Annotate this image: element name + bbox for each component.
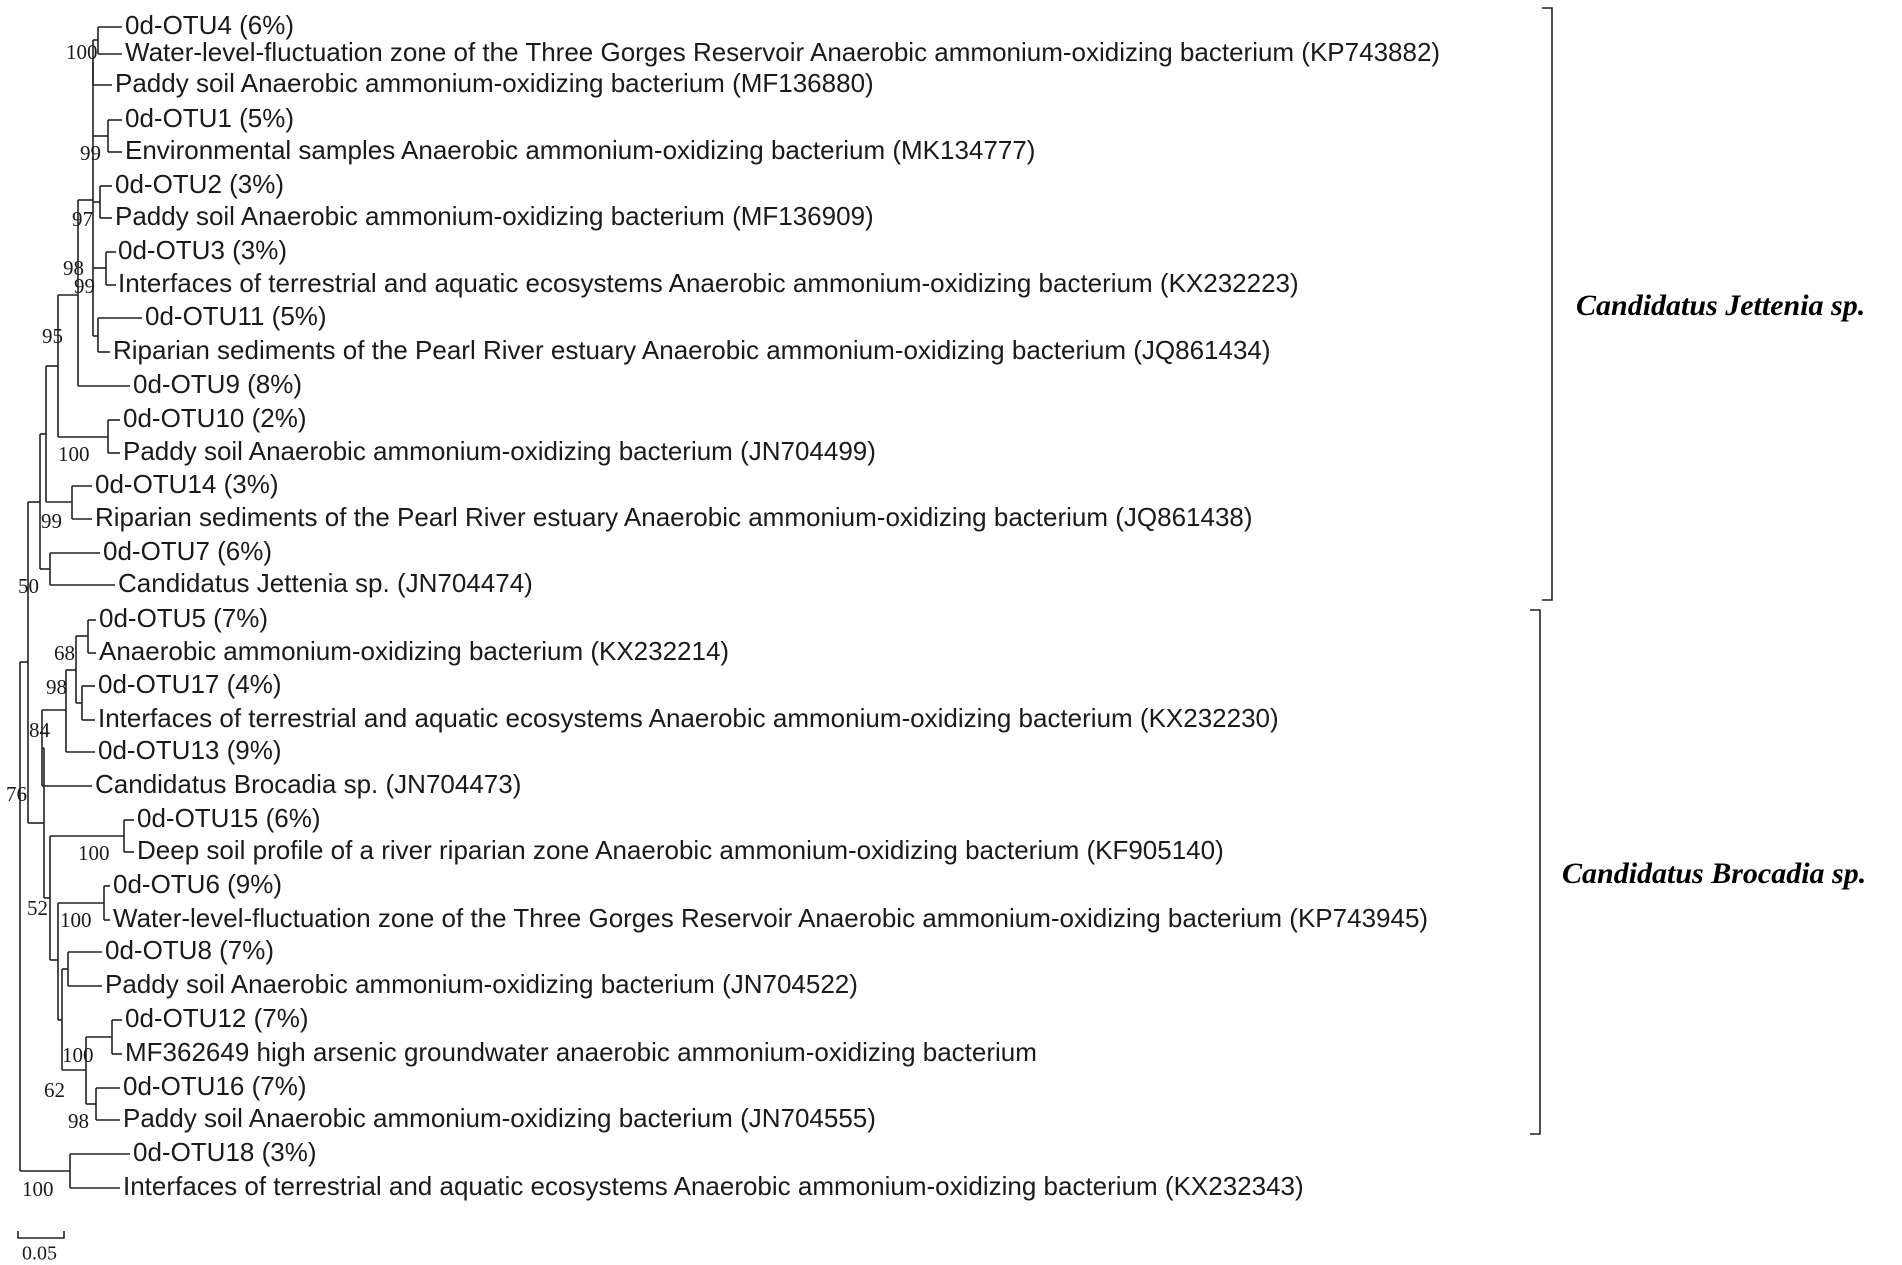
clade-label-jettenia: Candidatus Jettenia sp.	[1576, 288, 1866, 322]
leaf-label: 0d-OTU13 (9%)	[98, 734, 282, 765]
bootstrap-value: 76	[6, 781, 27, 806]
leaf-label: Water-level-fluctuation zone of the Three Gorges Reservoir Anaerobic ammonium-oxidizing bacterium (KP743882)	[125, 36, 1441, 67]
leaf-label: 0d-OTU8 (7%)	[105, 934, 275, 965]
leaf-label: Paddy soil Anaerobic ammonium-oxidizing bacterium (JN704555)	[123, 1102, 876, 1133]
leaf-label: 0d-OTU11 (5%)	[145, 300, 327, 331]
leaf-label: Candidatus Jettenia sp. (JN704474)	[118, 567, 533, 598]
bootstrap-value: 100	[22, 1176, 54, 1201]
leaf-label: Environmental samples Anaerobic ammonium-oxidizing bacterium (MK134777)	[125, 134, 1036, 165]
bootstrap-value: 68	[54, 640, 75, 665]
leaf-label: MF362649 high arsenic groundwater anaerobic ammonium-oxidizing bacterium	[125, 1036, 1037, 1067]
leaf-label: 0d-OTU2 (3%)	[115, 168, 285, 199]
leaf-label: 0d-OTU15 (6%)	[137, 802, 321, 833]
leaf-label: 0d-OTU18 (3%)	[133, 1136, 317, 1167]
bootstrap-value: 50	[18, 573, 39, 598]
bootstrap-value: 100	[78, 840, 110, 865]
leaf-label: 0d-OTU5 (7%)	[99, 602, 269, 633]
brocadia-bracket	[1530, 610, 1540, 1134]
bootstrap-value: 100	[60, 907, 92, 932]
bootstrap-value: 99	[74, 273, 95, 298]
leaf-label: Paddy soil Anaerobic ammonium-oxidizing bacterium (JN704522)	[105, 968, 858, 999]
leaf-label: 0d-OTU6 (9%)	[113, 868, 283, 899]
bootstrap-value: 100	[62, 1042, 94, 1067]
leaf-label: 0d-OTU9 (8%)	[133, 368, 303, 399]
leaf-label: 0d-OTU16 (7%)	[123, 1070, 307, 1101]
leaf-label: 0d-OTU3 (3%)	[118, 234, 288, 265]
leaf-label: 0d-OTU17 (4%)	[98, 668, 282, 699]
leaf-label: Interfaces of terrestrial and aquatic ecosystems Anaerobic ammonium-oxidizing bacterium (KX232343)	[123, 1170, 1304, 1201]
bootstrap-value: 100	[58, 441, 90, 466]
leaf-label: 0d-OTU1 (5%)	[125, 102, 295, 133]
leaf-label: Riparian sediments of the Pearl River estuary Anaerobic ammonium-oxidizing bacterium (JQ861438)	[95, 501, 1253, 532]
bootstrap-value: 95	[42, 323, 63, 348]
leaf-label: Paddy soil Anaerobic ammonium-oxidizing bacterium (JN704499)	[123, 435, 876, 466]
leaf-label: Riparian sediments of the Pearl River estuary Anaerobic ammonium-oxidizing bacterium (JQ861434)	[113, 334, 1271, 365]
scale-bar-label: 0.05	[22, 1242, 57, 1265]
leaf-label: Interfaces of terrestrial and aquatic ecosystems Anaerobic ammonium-oxidizing bacterium (KX232223)	[118, 267, 1299, 298]
bootstrap-value: 98	[46, 674, 67, 699]
jettenia-bracket	[1542, 8, 1552, 600]
leaf-label: Candidatus Brocadia sp. (JN704473)	[95, 768, 522, 799]
leaf-label: 0d-OTU10 (2%)	[123, 402, 307, 433]
leaf-label: Interfaces of terrestrial and aquatic ecosystems Anaerobic ammonium-oxidizing bacterium (KX232230)	[98, 702, 1279, 733]
bootstrap-value: 98	[63, 255, 84, 280]
bootstrap-value: 98	[68, 1108, 89, 1133]
leaf-label: 0d-OTU7 (6%)	[103, 535, 273, 566]
leaf-label: Deep soil profile of a river riparian zone Anaerobic ammonium-oxidizing bacterium (KF905140)	[137, 834, 1224, 865]
bootstrap-value: 84	[29, 717, 50, 742]
bootstrap-value: 62	[44, 1077, 65, 1102]
clade-brackets	[1530, 8, 1866, 1134]
leaf-label: Anaerobic ammonium-oxidizing bacterium (KX232214)	[99, 635, 730, 666]
leaf-label: Paddy soil Anaerobic ammonium-oxidizing bacterium (MF136880)	[115, 67, 874, 98]
bootstrap-value: 52	[27, 895, 48, 920]
bootstrap-value: 97	[72, 206, 93, 231]
leaf-label: Paddy soil Anaerobic ammonium-oxidizing bacterium (MF136909)	[115, 200, 874, 231]
bootstrap-value: 100	[66, 39, 98, 64]
bootstrap-value: 99	[41, 508, 62, 533]
leaf-label: 0d-OTU4 (6%)	[125, 9, 295, 40]
clade-label-brocadia: Candidatus Brocadia sp.	[1562, 856, 1867, 890]
leaf-labels	[95, 10, 1440, 1201]
scale-bar	[18, 1231, 64, 1265]
leaf-label: 0d-OTU12 (7%)	[125, 1002, 309, 1033]
leaf-label: 0d-OTU14 (3%)	[95, 468, 279, 499]
leaf-label: Water-level-fluctuation zone of the Three Gorges Reservoir Anaerobic ammonium-oxidizing bacterium (KP743945)	[113, 902, 1429, 933]
bootstrap-value: 99	[80, 140, 101, 165]
